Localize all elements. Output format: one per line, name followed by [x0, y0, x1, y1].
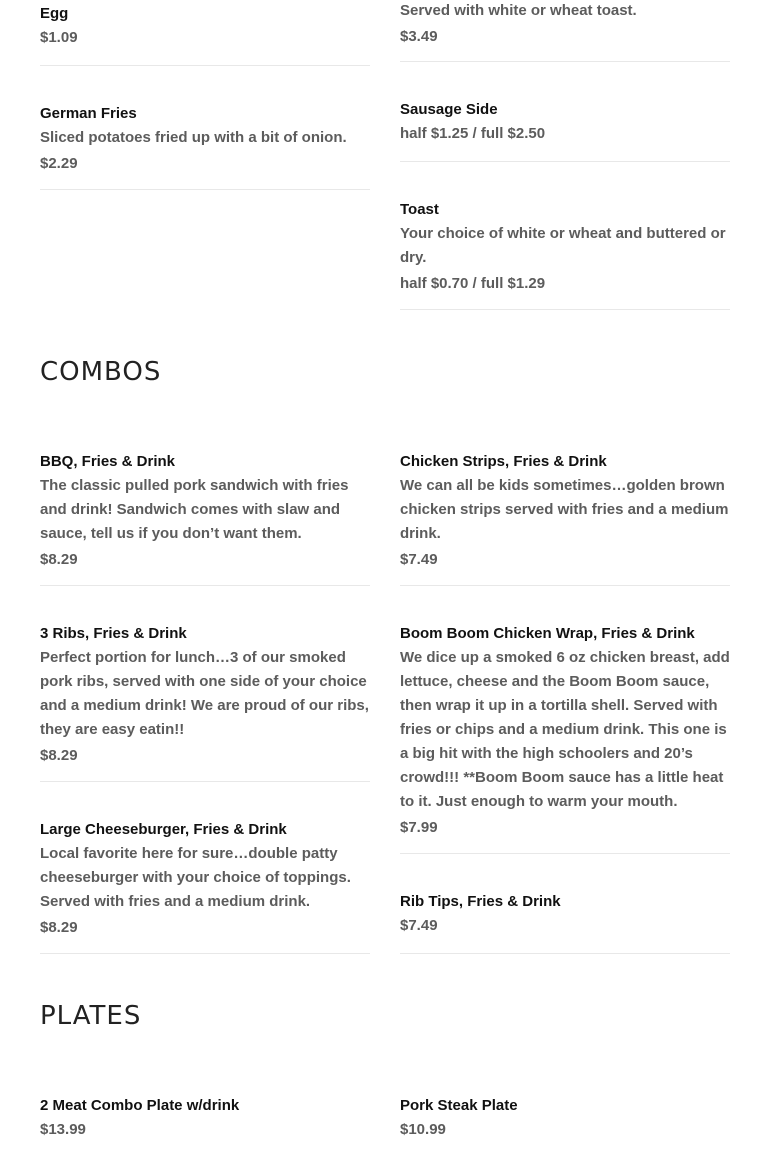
- item-price: $8.29: [40, 919, 78, 936]
- item-price: $1.09: [40, 29, 78, 46]
- divider: [40, 65, 370, 66]
- menu-item: [400, 0, 730, 47]
- item-description: Perfect portion for lunch…3 of our smoked pork ribs, served with one side of your choice and a medium drink! We are proud of our ribs, they are easy eatin!!: [40, 649, 369, 738]
- menu-item: [40, 820, 370, 938]
- menu-item: [40, 104, 370, 174]
- item-name: German Fries: [40, 105, 137, 122]
- divider: [400, 853, 730, 854]
- divider: [400, 61, 730, 62]
- menu-item: [400, 452, 730, 570]
- item-price: half $1.25 / full $2.50: [400, 125, 546, 142]
- item-price: $2.29: [40, 155, 78, 172]
- item-name: Large Cheeseburger, Fries & Drink: [40, 821, 287, 838]
- item-description: We can all be kids sometimes…golden brown chicken strips served with fries and a medium drink.: [400, 477, 729, 542]
- divider: [40, 585, 370, 586]
- item-price: $7.49: [400, 917, 438, 934]
- menu-item: [400, 624, 730, 838]
- item-description: Your choice of white or wheat and buttered or dry.: [400, 225, 726, 266]
- item-price: $8.29: [40, 551, 78, 568]
- item-name: Egg: [40, 5, 69, 22]
- menu-item: [400, 200, 730, 294]
- item-description: Sliced potatoes fried up with a bit of onion.: [40, 129, 347, 146]
- item-name: Toast: [400, 201, 439, 218]
- item-name: Boom Boom Chicken Wrap, Fries & Drink: [400, 625, 695, 642]
- menu-item: [40, 452, 370, 570]
- menu-item: [400, 1096, 730, 1140]
- menu-item: [400, 892, 730, 936]
- item-price: $13.99: [40, 1121, 86, 1138]
- divider: [400, 953, 730, 954]
- item-description: Served with white or wheat toast.: [400, 2, 637, 19]
- item-name: Sausage Side: [400, 101, 498, 118]
- item-name: Chicken Strips, Fries & Drink: [400, 453, 607, 470]
- section-heading-combos: COMBOS: [40, 357, 162, 387]
- menu-item: [40, 624, 370, 766]
- divider: [40, 953, 370, 954]
- item-name: 2 Meat Combo Plate w/drink: [40, 1097, 240, 1114]
- menu-item: [40, 4, 370, 48]
- menu-item: [400, 100, 730, 144]
- item-price: $7.49: [400, 551, 438, 568]
- item-description: The classic pulled pork sandwich with fries and drink! Sandwich comes with slaw and sauce, tell us if you don’t want them.: [40, 477, 349, 542]
- item-name: Rib Tips, Fries & Drink: [400, 893, 561, 910]
- item-name: 3 Ribs, Fries & Drink: [40, 625, 187, 642]
- divider: [400, 309, 730, 310]
- item-description: We dice up a smoked 6 oz chicken breast, add lettuce, cheese and the Boom Boom sauce, then wrap it up in a tortilla shell. Served with fries or chips and a medium drink. This one is a big hit with the high schoolers and 20’s crowd!!! **Boom Boom sauce has a little heat to it. Just enough to warm your mouth.: [400, 649, 730, 810]
- divider: [400, 161, 730, 162]
- item-price: $10.99: [400, 1121, 446, 1138]
- item-name: Pork Steak Plate: [400, 1097, 518, 1114]
- item-description: Local favorite here for sure…double patty cheeseburger with your choice of toppings. Served with fries and a medium drink.: [40, 845, 351, 910]
- item-price: $3.49: [400, 28, 438, 45]
- item-price: $7.99: [400, 819, 438, 836]
- menu-item: [40, 1096, 370, 1140]
- section-heading-plates: PLATES: [40, 1001, 142, 1031]
- item-name: BBQ, Fries & Drink: [40, 453, 176, 470]
- item-price: $8.29: [40, 747, 78, 764]
- divider: [40, 189, 370, 190]
- divider: [40, 781, 370, 782]
- divider: [400, 585, 730, 586]
- item-price: half $0.70 / full $1.29: [400, 275, 546, 292]
